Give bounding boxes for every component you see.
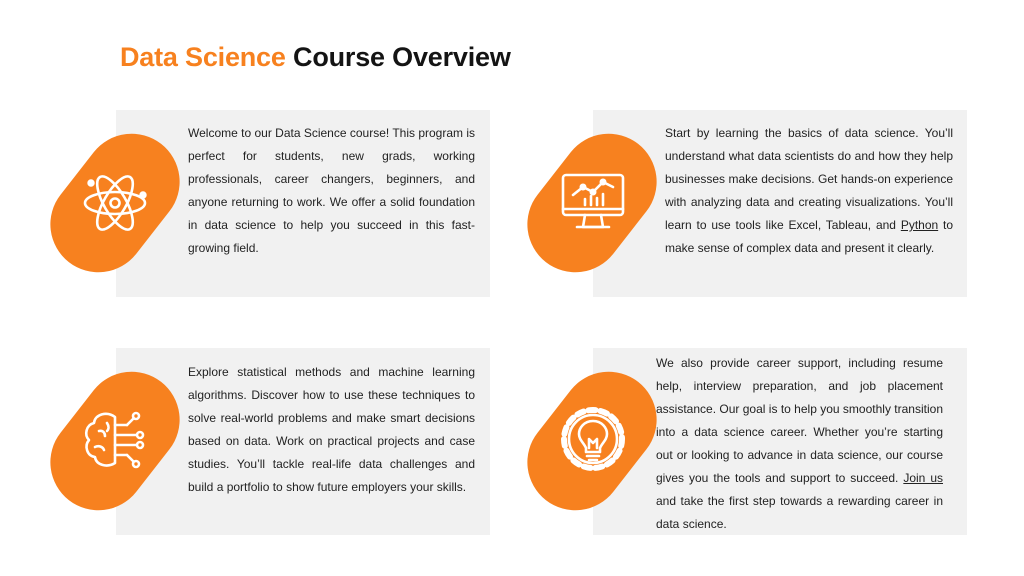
- card-career-text-part1: We also provide career support, including resume help, interview preparation, and job placement assistance. Our goal is to help you smoothly transition into a data science career. Whether you’re starting out or looking to advance in data science, our course gives you the tools and support to succeed.: [656, 356, 943, 485]
- atom-icon: [77, 165, 153, 241]
- python-link[interactable]: Python: [900, 218, 939, 232]
- card-basics-text: [665, 122, 953, 260]
- card-statistics-text: Explore statistical methods and machine learning algorithms. Discover how to use these techniques to solve real-world problems and make smart decisions based on data. Work on practical projects and case studies. You’ll tackle real-life data challenges and build a portfolio to show future employers your skills.: [188, 365, 475, 494]
- card-career-text: [656, 352, 943, 536]
- lightbulb-gear-icon: [555, 403, 631, 479]
- page-title: [120, 42, 511, 73]
- brain-circuit-icon: [77, 403, 153, 479]
- card-welcome-text: Welcome to our Data Science course! This program is perfect for students, new grads, working professionals, career changers, beginners, and anyone returning to work. We offer a solid foundation in data science to help you succeed in this fast-growing field.: [188, 126, 476, 255]
- join-us-link[interactable]: Join us: [903, 471, 943, 485]
- title-accent: Data Science: [120, 42, 286, 72]
- monitor-chart-icon: [555, 165, 631, 241]
- card-basics-text-part2: to make sense of complex data and present it clearly.: [665, 218, 953, 255]
- card-basics-text-part1: Start by learning the basics of data science. You’ll understand what data scientists do and how they help businesses make decisions. Get hands-on experience with analyzing data and creating visualizations. You’ll learn to use tools like Excel, Tableau, and: [665, 126, 953, 232]
- card-career-text-part2: and take the first step towards a rewarding career in data science.: [656, 494, 943, 531]
- title-rest: Course Overview: [293, 42, 511, 72]
